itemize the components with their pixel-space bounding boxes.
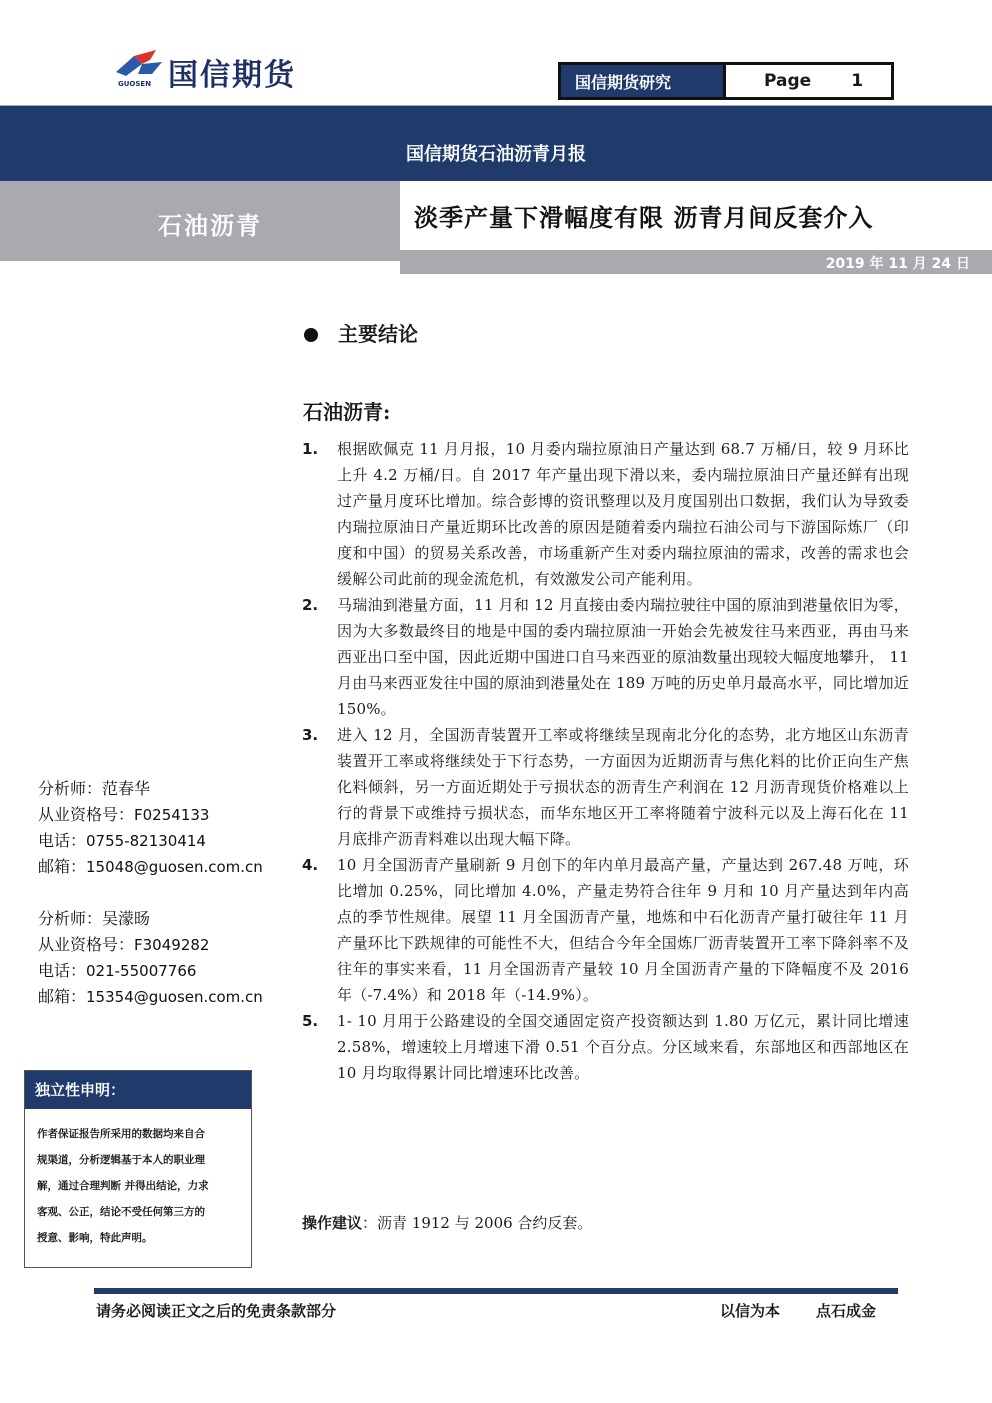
operation-advice: [302, 1212, 592, 1233]
phone-number: 0755-82130414: [86, 832, 206, 850]
item-number: 2.: [302, 596, 319, 614]
list-item: [302, 436, 909, 592]
statement-line: 作者保证报告所采用的数据均来自合: [37, 1128, 205, 1140]
phone-label: 电话：: [38, 961, 87, 980]
phone-label: 电话：: [38, 831, 87, 850]
statement-line: 授意、影响，特此声明。: [37, 1232, 153, 1244]
page-title: 淡季产量下滑幅度有限 沥青月间反套介入: [414, 203, 874, 232]
report-series-title: 国信期货石油沥青月报: [406, 144, 586, 165]
slogan-part: 点石成金: [816, 1302, 877, 1320]
independence-title: 独立性申明：: [25, 1071, 251, 1109]
category-label: 石油沥青: [158, 211, 262, 240]
cert-number: F0254133: [134, 806, 210, 824]
logo-mark-icon: [112, 48, 166, 82]
item-number: 4.: [302, 856, 319, 874]
page-indicator: [726, 65, 891, 97]
cert-label: 从业资格号：: [38, 935, 135, 954]
statement-line: 客观、公正，结论不受任何第三方的: [37, 1206, 205, 1218]
bullet-icon: [304, 328, 318, 342]
cert-number: F3049282: [134, 936, 210, 954]
page-label: Page: [764, 71, 812, 91]
advice-text: ：沥青 1912 与 2006 合约反套。: [362, 1214, 593, 1232]
list-item: [302, 1008, 909, 1086]
item-text: 10 月全国沥青产量刷新 9 月创下的年内单月最高产量，产量达到 267.48 万吨，环比增加 0.25%，同比增加 4.0%，产量走势符合往年 9 月和 10 月产量达到年内高点的季节性规律。展望 11 月全国沥青产量，地炼和中石化沥青产量打破往年 11 月产量环比下跌规律的可能性不大，但结合今年全国炼厂沥青装置开工率下降斜率不及往年的事实来看，11 月全国沥青产量较 10 月全国沥青产量的下降幅度不及 2016 年（-7.4%）和 2018 年（-14.9%）。: [337, 856, 909, 1004]
advice-label: 操作建议: [302, 1214, 363, 1232]
analyst-name-label: 分析师：: [38, 909, 103, 928]
email-label: 邮箱：: [38, 987, 87, 1006]
slogan-part: 以信为本: [720, 1302, 781, 1320]
statement-line: 解，通过合理判断 并得出结论，力求: [37, 1180, 209, 1192]
item-number: 5.: [302, 1012, 319, 1030]
footer-divider: [94, 1288, 898, 1294]
research-label: 国信期货研究: [561, 65, 726, 97]
section-subtitle: 石油沥青:: [303, 400, 391, 424]
email-label: 邮箱：: [38, 857, 87, 876]
list-item: [302, 592, 909, 722]
item-number: 3.: [302, 726, 319, 744]
independence-body: [25, 1109, 251, 1251]
report-date: 2019 年 11 月 24 日: [825, 256, 970, 272]
list-item: [302, 852, 909, 1008]
header-box: [558, 62, 894, 100]
report-band: [0, 105, 992, 181]
email-address[interactable]: 15048@guosen.com.cn: [86, 858, 263, 876]
logo-wordmark: 国信期货: [168, 58, 296, 93]
item-text: 马瑞油到港量方面，11 月和 12 月直接由委内瑞拉驶往中国的原油到港量依旧为零，因为大多数最终目的地是中国的委内瑞拉原油一开始会先被发往马来西亚，再由马来西亚出口至中国，因此近期中国进口自马来西亚的原油数量出现较大幅度地攀升， 11 月由马来西亚发往中国的原油到港量处在 189 万吨的历史单月最高水平，同比增加近 150%。: [337, 596, 909, 718]
logo-subtext: GUOSEN: [118, 80, 152, 88]
section-title: 主要结论: [338, 322, 418, 346]
item-text: 1- 10 月用于公路建设的全国交通固定资产投资额达到 1.80 万亿元，累计同比增速 2.58%，增速较上月增速下滑 0.51 个百分点。分区域来看，东部地区和西部地区在 10 月均取得累计同比增速环比改善。: [337, 1012, 909, 1082]
company-logo: [112, 48, 352, 94]
email-address[interactable]: 15354@guosen.com.cn: [86, 988, 263, 1006]
item-text: 进入 12 月，全国沥青装置开工率或将继续呈现南北分化的态势，北方地区山东沥青装置开工率或将继续处于下行态势，一方面因为近期沥青与焦化料的比价正向生产焦化料倾斜，另一方面近期处于亏损状态的沥青生产利润在 12 月沥青现货价格难以上行的背景下或维持亏损状态，而华东地区开工率将随着宁波科元以及上海石化在 11 月底排产沥青料难以出现大幅下降。: [337, 726, 909, 848]
conclusion-list: [302, 436, 909, 1086]
item-number: 1.: [302, 440, 319, 458]
analyst-card: [38, 776, 263, 880]
category-panel: [0, 181, 400, 261]
phone-number: 021-55007766: [86, 962, 197, 980]
analyst-name: 范春华: [102, 779, 151, 798]
analyst-card: [38, 906, 263, 1010]
footer-slogan: [720, 1300, 876, 1321]
disclaimer-notice: 请务必阅读正文之后的免责条款部分: [96, 1302, 337, 1320]
analyst-name-label: 分析师：: [38, 779, 103, 798]
page-number: 1: [851, 71, 864, 91]
list-item: [302, 722, 909, 852]
statement-line: 规渠道，分析逻辑基于本人的职业理: [37, 1154, 205, 1166]
analyst-name: 吴濛旸: [102, 909, 151, 928]
cert-label: 从业资格号：: [38, 805, 135, 824]
item-text: 根据欧佩克 11 月月报，10 月委内瑞拉原油日产量达到 68.7 万桶/日，较 9 月环比上升 4.2 万桶/日。自 2017 年产量出现下滑以来，委内瑞拉原油日产量还鲜有出现过产量月度环比增加。综合彭博的资讯整理以及月度国别出口数据，我们认为导致委内瑞拉原油日产量近期环比改善的原因是随着委内瑞拉石油公司与下游国际炼厂（印度和中国）的贸易关系改善，市场重新产生对委内瑞拉原油的需求，改善的需求也会缓解公司此前的现金流危机，有效激发公司产能利用。: [337, 440, 909, 588]
independence-statement: [24, 1070, 252, 1268]
